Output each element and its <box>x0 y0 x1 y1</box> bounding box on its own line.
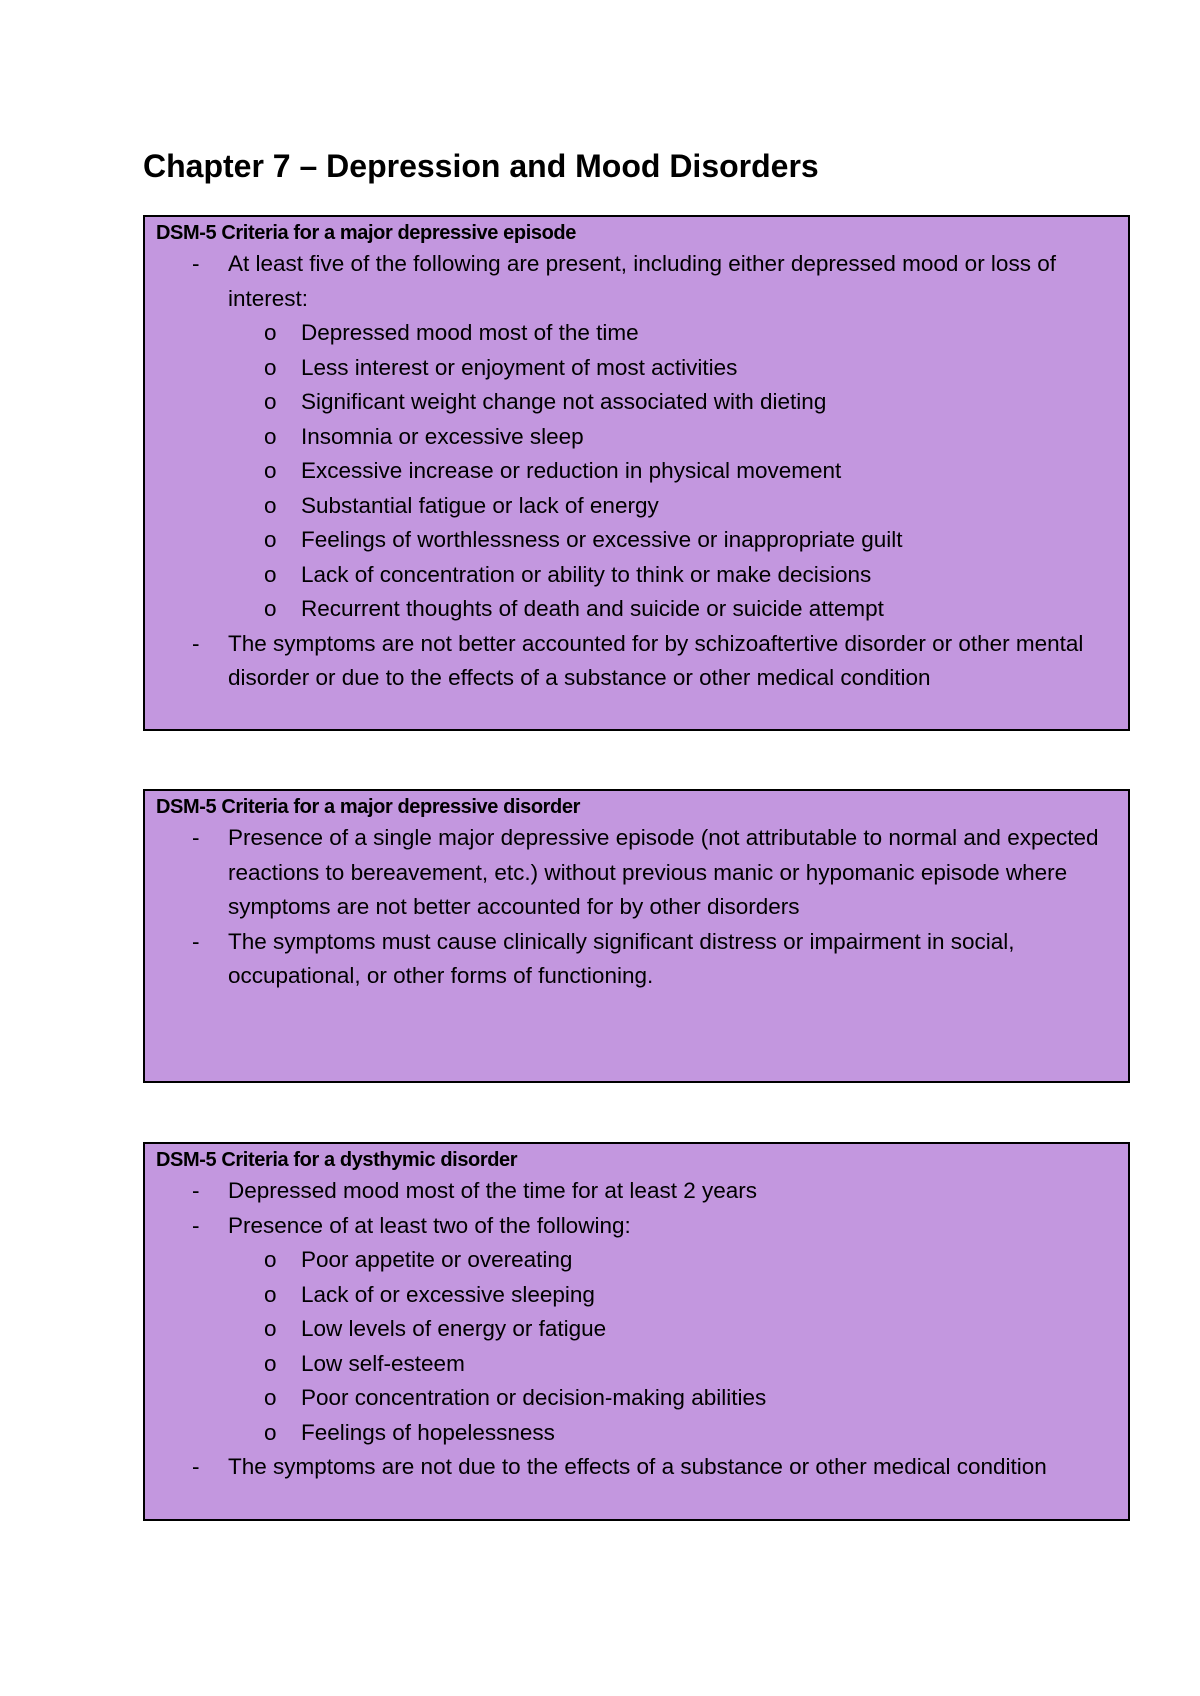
circle-bullet-icon: o <box>264 1385 277 1410</box>
circle-bullet-icon: o <box>264 1247 277 1272</box>
criteria-box-major-depressive-episode <box>143 215 1130 731</box>
dash-bullet: - <box>192 251 200 276</box>
sub-list <box>156 316 1118 627</box>
sub-list <box>156 1243 1118 1450</box>
sub-list-item: o Substantial fatigue or lack of energy <box>228 489 1118 524</box>
sub-list-item: o Poor appetite or overeating <box>228 1243 1118 1278</box>
circle-bullet-icon: o <box>264 389 277 414</box>
criteria-box-dysthymic-disorder <box>143 1142 1130 1521</box>
circle-bullet-icon: o <box>264 527 277 552</box>
list-item <box>156 821 1118 925</box>
criteria-list <box>156 821 1118 994</box>
circle-bullet-icon: o <box>264 596 277 621</box>
list-item-text: At least five of the following are present, including either depressed mood or loss of interest: <box>228 251 1056 311</box>
sub-list-item: o Less interest or enjoyment of most activities <box>228 351 1118 386</box>
dash-bullet: - <box>192 928 200 954</box>
criteria-list <box>156 1174 1118 1485</box>
sub-list-item: o Excessive increase or reduction in physical movement <box>228 454 1118 489</box>
sub-list-item: o Low levels of energy or fatigue <box>228 1312 1118 1347</box>
list-item <box>156 1209 1118 1451</box>
sub-list-item: o Recurrent thoughts of death and suicide or suicide attempt <box>228 592 1118 627</box>
circle-bullet-icon: o <box>264 1281 277 1307</box>
circle-bullet-icon: o <box>264 354 277 380</box>
dash-bullet: - <box>192 1178 200 1203</box>
circle-bullet-icon: o <box>264 458 277 483</box>
list-item <box>156 627 1118 696</box>
sub-list-item: o Insomnia or excessive sleep <box>228 420 1118 455</box>
box-title: DSM-5 Criteria for a major depressive episode <box>156 222 576 244</box>
dash-bullet: - <box>192 825 200 850</box>
criteria-list <box>156 247 1118 696</box>
dash-bullet: - <box>192 1212 200 1238</box>
dash-bullet: - <box>192 630 200 656</box>
circle-bullet-icon: o <box>264 1419 277 1445</box>
list-item-text: The symptoms are not better accounted for by schizoaftertive disorder or other mental disorder or due to the effects of a substance or other medical condition <box>228 630 1084 690</box>
circle-bullet-icon: o <box>264 492 277 518</box>
box-title: DSM-5 Criteria for a dysthymic disorder <box>156 1149 518 1171</box>
list-item-text: Depressed mood most of the time for at least 2 years <box>228 1178 757 1203</box>
list-item-text: The symptoms must cause clinically significant distress or impairment in social, occupational, or other forms of functioning. <box>228 928 1015 988</box>
sub-list-item: o Poor concentration or decision-making abilities <box>228 1381 1118 1416</box>
sub-list-item: o Lack of concentration or ability to think or make decisions <box>228 558 1118 593</box>
dash-bullet: - <box>192 1454 200 1479</box>
circle-bullet-icon: o <box>264 320 277 345</box>
list-item-text: The symptoms are not due to the effects of a substance or other medical condition <box>228 1454 1047 1479</box>
sub-list-item: o Depressed mood most of the time <box>228 316 1118 351</box>
sub-list-item: o Significant weight change not associated with dieting <box>228 385 1118 420</box>
sub-list-item: o Lack of or excessive sleeping <box>228 1278 1118 1313</box>
sub-list-item: o Feelings of worthlessness or excessive or inappropriate guilt <box>228 523 1118 558</box>
list-item <box>156 1450 1118 1485</box>
criteria-box-major-depressive-disorder <box>143 789 1130 1083</box>
circle-bullet-icon: o <box>264 423 277 449</box>
circle-bullet-icon: o <box>264 1350 277 1376</box>
list-item <box>156 247 1118 627</box>
circle-bullet-icon: o <box>264 561 277 587</box>
circle-bullet-icon: o <box>264 1316 277 1341</box>
list-item <box>156 925 1118 994</box>
list-item <box>156 1174 1118 1209</box>
sub-list-item: o Low self-esteem <box>228 1347 1118 1382</box>
page-title: Chapter 7 – Depression and Mood Disorders <box>143 148 819 184</box>
box-title: DSM-5 Criteria for a major depressive disorder <box>156 796 580 818</box>
sub-list-item: o Feelings of hopelessness <box>228 1416 1118 1451</box>
list-item-text: Presence of at least two of the following: <box>228 1212 631 1238</box>
list-item-text: Presence of a single major depressive episode (not attributable to normal and expected reactions to bereavement, etc.) without previous manic or hypomanic episode where symptoms are not better accounted for by other disorders <box>228 825 1099 919</box>
